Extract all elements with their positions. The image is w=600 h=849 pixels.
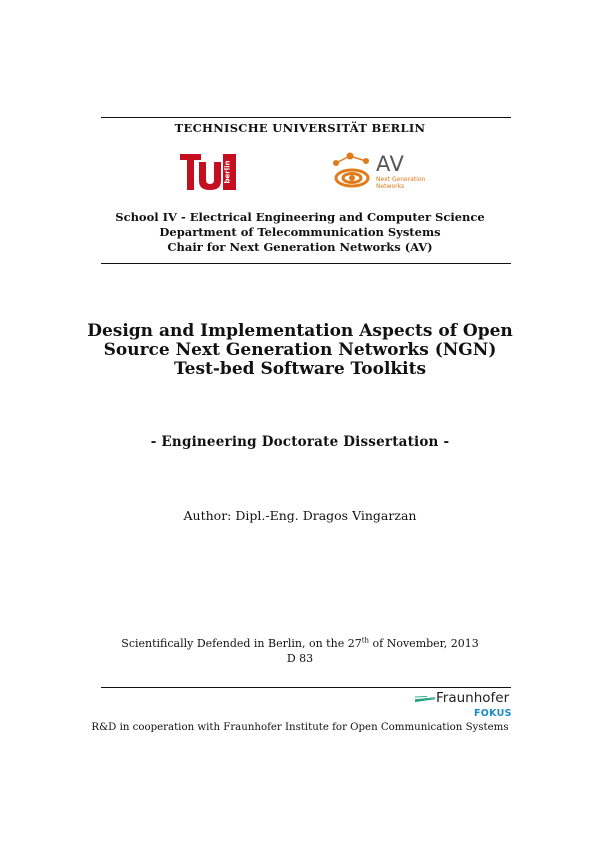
av-logo-subtitle	[376, 177, 425, 190]
header-bottom-rule	[101, 263, 511, 264]
tu-berlin-logo	[179, 153, 237, 191]
affiliation-chair: Chair for Next Generation Networks (AV)	[167, 240, 433, 254]
defense-code: D 83	[286, 652, 314, 665]
av-logo-subtitle-line2: Networks	[376, 182, 405, 190]
title-line-2: Source Next Generation Networks (NGN)	[103, 340, 497, 360]
defense-line: Scientifically Defended in Berlin, on the 27th of November, 2013	[121, 636, 479, 650]
author: Author: Dipl.-Eng. Dragos Vingarzan	[183, 508, 417, 523]
affiliation-school: School IV - Electrical Engineering and Computer Science	[115, 210, 485, 224]
fraunhofer-name: Fraunhofer	[436, 690, 510, 706]
title-line-1: Design and Implementation Aspects of Open	[87, 321, 513, 341]
av-logo-subtitle-line1: Next Generation	[376, 176, 426, 183]
title-line-3: Test-bed Software Toolkits	[173, 359, 427, 379]
cooperation-note: R&D in cooperation with Fraunhofer Institute for Open Communication Systems	[91, 722, 509, 733]
fraunhofer-unit: FOKUS	[474, 708, 512, 719]
fraunhofer-logo-icon	[415, 690, 435, 708]
dissertation-type: - Engineering Doctorate Dissertation -	[150, 434, 450, 450]
dissertation-title	[0, 322, 600, 379]
affiliation-block	[0, 210, 600, 255]
affiliation-department: Department of Telecommunication Systems	[159, 225, 441, 239]
top-rule	[101, 117, 511, 118]
defense-info	[0, 636, 600, 666]
av-logo-name: AV	[376, 152, 405, 176]
footer-rule	[101, 687, 511, 688]
tu-logo-label: berlin	[223, 160, 232, 184]
university-name: TECHNISCHE UNIVERSITÄT BERLIN	[174, 121, 426, 135]
